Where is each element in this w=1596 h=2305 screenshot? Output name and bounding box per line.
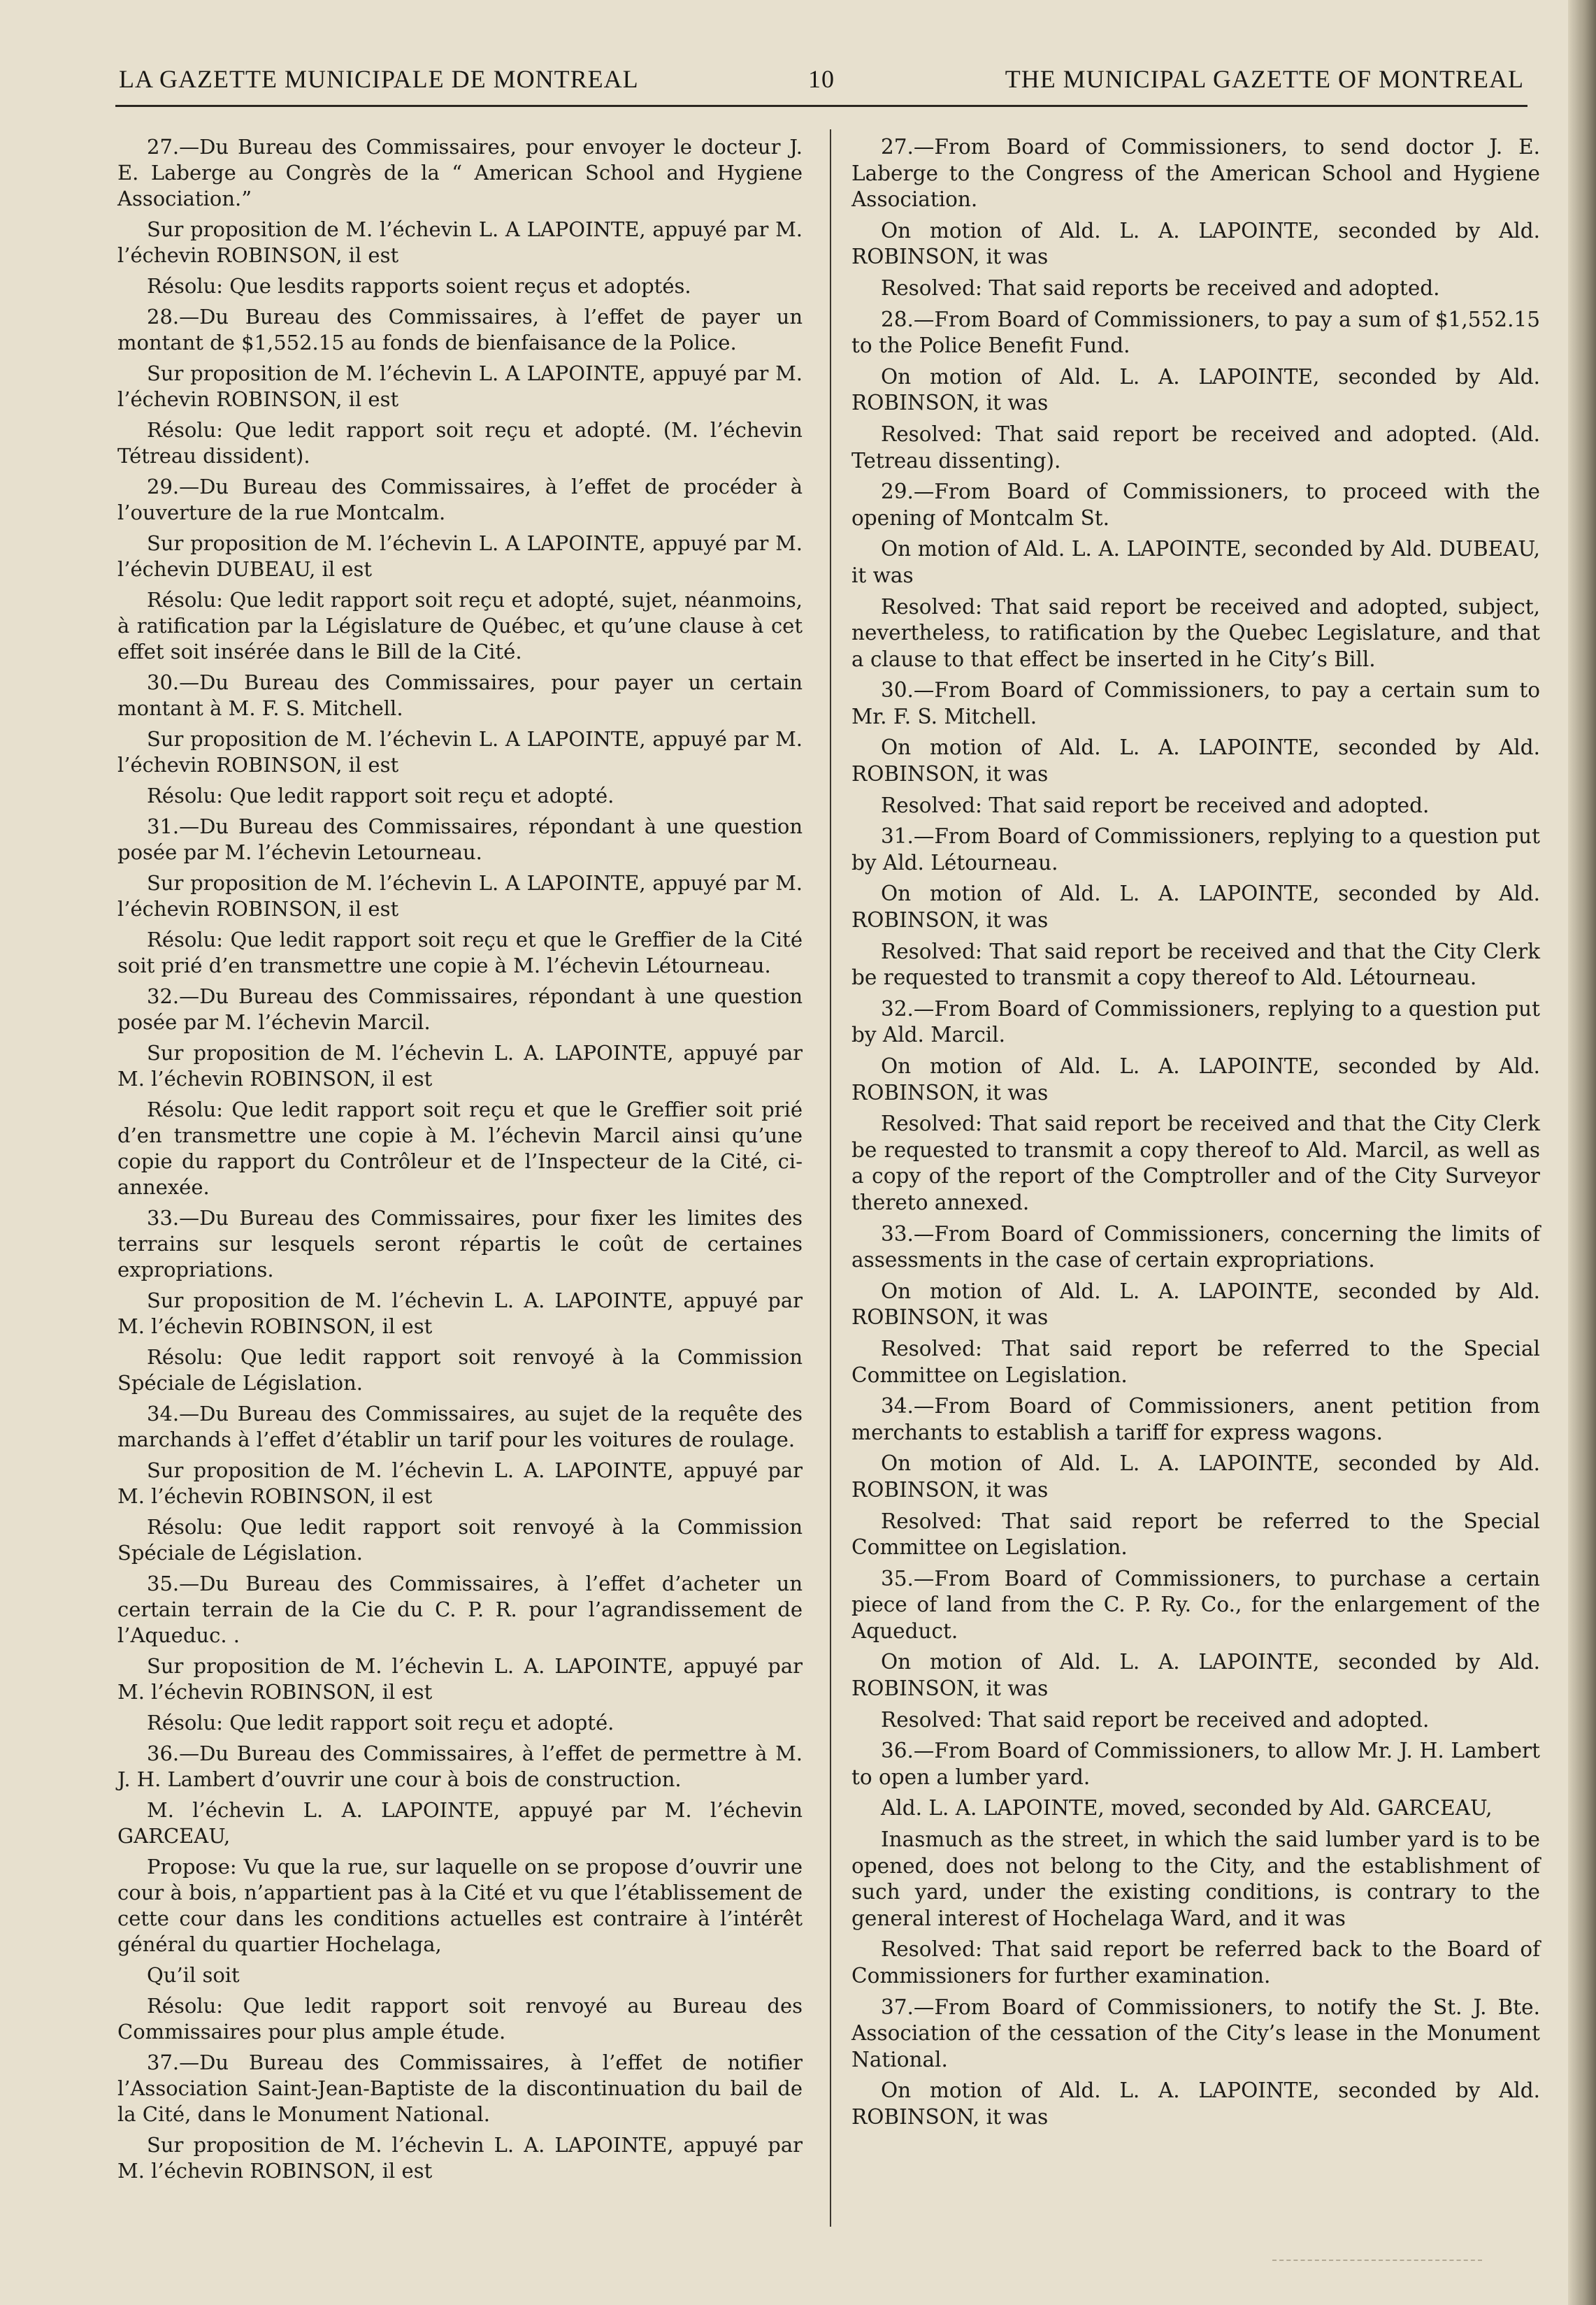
french-paragraph: 31.—Du Bureau des Commissaires, répondant à une question posée par M. l’échevin Letourneau. xyxy=(117,814,803,864)
french-paragraph: Résolu: Que lesdits rapports soient reçus et adoptés. xyxy=(147,274,691,298)
french-paragraph: 33.—Du Bureau des Commissaires, pour fixer les limites des terrains sur lesquels seront répartis le coût de certaines expropriations. xyxy=(117,1206,803,1281)
english-paragraph: Resolved: That said report be received and adopted. xyxy=(881,1707,1430,1732)
french-paragraph: Résolu: Que ledit rapport soit reçu et adopté. xyxy=(147,1711,614,1735)
english-paragraph: On motion of Ald. L. A. LAPOINTE, seconded by Ald. ROBINSON, it was xyxy=(851,1451,1540,1502)
french-paragraph: 28.—Du Bureau des Commissaires, à l’effet de payer un montant de $1,552.15 au fonds de bienfaisance de la Police. xyxy=(117,305,803,354)
french-paragraph: Sur proposition de M. l’échevin L. A LAPOINTE, appuyé par M. l’échevin ROBINSON, il est xyxy=(117,871,803,921)
english-paragraph: Ald. L. A. LAPOINTE, moved, seconded by Ald. GARCEAU, xyxy=(881,1796,1493,1821)
french-paragraph: Résolu: Que ledit rapport soit renvoyé à la Commission Spéciale de Législation. xyxy=(117,1345,803,1395)
english-paragraph: Inasmuch as the street, in which the said lumber yard is to be opened, does not belong to the City, and the establishment of such yard, under the existing conditions, is contrary to the general interest of Hochelaga Ward, and it was xyxy=(851,1828,1540,1930)
french-paragraph: Résolu: Que ledit rapport soit renvoyé au Bureau des Commissaires pour plus ample étude. xyxy=(117,1994,803,2044)
english-paragraph: 35.—From Board of Commissioners, to purchase a certain piece of land from the C. P. Ry. Co., for the enlargement of the Aqueduct. xyxy=(851,1566,1540,1643)
english-paragraph: 31.—From Board of Commissioners, replying to a question put by Ald. Létourneau. xyxy=(851,824,1540,875)
english-paragraph: On motion of Ald. L. A. LAPOINTE, seconded by Ald. ROBINSON, it was xyxy=(851,1054,1540,1105)
header-rule xyxy=(115,105,1527,107)
page-number: 10 xyxy=(808,65,835,93)
french-paragraph: Résolu: Que ledit rapport soit reçu et que le Greffier soit prié d’en transmettre une copie à M. l’échevin Marcil ainsi qu’une copie du rapport du Contrôleur et de l’Inspecteur de la Cité, ci-annexée. xyxy=(117,1098,803,1199)
french-paragraph: Sur proposition de M. l’échevin L. A LAPOINTE, appuyé par M. l’échevin ROBINSON, il est xyxy=(117,217,803,267)
bottom-decoration xyxy=(1272,2260,1482,2262)
english-paragraph: Resolved: That said report be referred to the Special Committee on Legislation. xyxy=(851,1336,1540,1387)
french-paragraph: 29.—Du Bureau des Commissaires, à l’effet de procéder à l’ouverture de la rue Montcalm. xyxy=(117,475,803,524)
french-column xyxy=(117,134,803,2189)
english-paragraph: On motion of Ald. L. A. LAPOINTE, seconded by Ald. ROBINSON, it was xyxy=(851,218,1540,269)
french-paragraph: Sur proposition de M. l’échevin L. A LAPOINTE, appuyé par M. l’échevin ROBINSON, il est xyxy=(117,727,803,777)
french-paragraph: 27.—Du Bureau des Commissaires, pour envoyer le docteur J. E. Laberge au Congrès de la “ American School and Hygiene Association.” xyxy=(117,135,803,210)
english-paragraph: On motion of Ald. L. A. LAPOINTE, seconded by Ald. ROBINSON, it was xyxy=(851,735,1540,787)
french-paragraph: 34.—Du Bureau des Commissaires, au sujet de la requête des marchands à l’effet d’établir un tarif pour les voitures de roulage. xyxy=(117,1402,803,1451)
english-paragraph: 29.—From Board of Commissioners, to proceed with the opening of Montcalm St. xyxy=(851,480,1540,530)
french-paragraph: 37.—Du Bureau des Commissaires, à l’effet de notifier l’Association Saint-Jean-Baptiste de la discontinuation du bail de la Cité, dans le Monument National. xyxy=(117,2051,803,2126)
header-english-title: THE MUNICIPAL GAZETTE OF MONTREAL xyxy=(1005,65,1524,93)
english-paragraph: Resolved: That said reports be received and adopted. xyxy=(881,275,1440,300)
english-paragraph: Resolved: That said report be received and adopted, subject, nevertheless, to ratification by the Quebec Legislature, and that a clause to that effect be inserted in he City’s Bill. xyxy=(851,594,1540,671)
french-paragraph: Sur proposition de M. l’échevin L. A. LAPOINTE, appuyé par M. l’échevin ROBINSON, il est xyxy=(117,1458,803,1508)
french-paragraph: 36.—Du Bureau des Commissaires, à l’effet de permettre à M. J. H. Lambert d’ouvrir une cour à bois de construction. xyxy=(117,1742,803,1791)
english-paragraph: On motion of Ald. L. A. LAPOINTE, seconded by Ald. DUBEAU, it was xyxy=(851,537,1540,587)
english-paragraph: 27.—From Board of Commissioners, to send doctor J. E. Laberge to the Congress of the American School and Hygiene Association. xyxy=(851,135,1540,212)
english-paragraph: Resolved: That said report be received and that the City Clerk be requested to transmit a copy thereof to Ald. Létourneau. xyxy=(851,939,1540,990)
french-paragraph: Qu’il soit xyxy=(147,1963,240,1987)
english-paragraph: On motion of Ald. L. A. LAPOINTE, seconded by Ald. ROBINSON, it was xyxy=(851,882,1540,933)
french-paragraph: Sur proposition de M. l’échevin L. A. LAPOINTE, appuyé par M. l’échevin ROBINSON, il est xyxy=(117,1654,803,1704)
english-paragraph: Resolved: That said report be referred back to the Board of Commissioners for further examination. xyxy=(851,1937,1540,1988)
english-paragraph: On motion of Ald. L. A. LAPOINTE, seconded by Ald. ROBINSON, it was xyxy=(851,2078,1540,2129)
french-paragraph: Sur proposition de M. l’échevin L. A. LAPOINTE, appuyé par M. l’échevin ROBINSON, il est xyxy=(117,1288,803,1338)
french-paragraph: Sur proposition de M. l’échevin L. A. LAPOINTE, appuyé par M. l’échevin ROBINSON, il est xyxy=(117,2133,803,2183)
french-paragraph: 32.—Du Bureau des Commissaires, répondant à une question posée par M. l’échevin Marcil. xyxy=(117,984,803,1034)
english-paragraph: 37.—From Board of Commissioners, to notify the St. J. Bte. Association of the cessation of the City’s lease in the Monument National. xyxy=(851,1995,1540,2071)
english-paragraph: 30.—From Board of Commissioners, to pay a certain sum to Mr. F. S. Mitchell. xyxy=(851,678,1540,728)
english-paragraph: Resolved: That said report be received and that the City Clerk be requested to transmit a copy thereof to Ald. Marcil, as well as a copy of the report of the Comptroller and of the City Surveyor thereto annexed. xyxy=(851,1112,1540,1214)
english-paragraph: 34.—From Board of Commissioners, anent petition from merchants to establish a tariff for express wagons. xyxy=(851,1394,1540,1444)
french-paragraph: 35.—Du Bureau des Commissaires, à l’effet d’acheter un certain terrain de la Cie du C. P. R. pour l’agrandissement de l’Aqueduc. . xyxy=(117,1572,803,1647)
column-divider xyxy=(830,129,831,2227)
english-paragraph: Resolved: That said report be received and adopted. xyxy=(881,793,1430,817)
english-paragraph: 28.—From Board of Commissioners, to pay a sum of $1,552.15 to the Police Benefit Fund. xyxy=(851,307,1540,358)
english-paragraph: 33.—From Board of Commissioners, concerning the limits of assessments in the case of certain expropriations. xyxy=(851,1221,1540,1272)
english-paragraph: Resolved: That said report be received and adopted. (Ald. Tetreau dissenting). xyxy=(851,422,1540,473)
french-paragraph: Résolu: Que ledit rapport soit renvoyé à la Commission Spéciale de Législation. xyxy=(117,1515,803,1565)
english-paragraph: 36.—From Board of Commissioners, to allow Mr. J. H. Lambert to open a lumber yard. xyxy=(851,1739,1540,1789)
french-paragraph: Résolu: Que ledit rapport soit reçu et adopté. (M. l’échevin Tétreau dissident). xyxy=(117,418,803,468)
header-french-title: LA GAZETTE MUNICIPALE DE MONTREAL xyxy=(119,65,639,93)
page-edge-shadow xyxy=(1568,0,1596,2305)
english-paragraph: 32.—From Board of Commissioners, replying to a question put by Ald. Marcil. xyxy=(851,996,1540,1047)
french-paragraph: Résolu: Que ledit rapport soit reçu et que le Greffier de la Cité soit prié d’en transmettre une copie à M. l’échevin Létourneau. xyxy=(117,928,803,977)
french-paragraph: M. l’échevin L. A. LAPOINTE, appuyé par M. l’échevin GARCEAU, xyxy=(117,1798,803,1848)
french-paragraph: Résolu: Que ledit rapport soit reçu et adopté, sujet, néanmoins, à ratification par la Législature de Québec, et qu’une clause à cet effet soit insérée dans le Bill de la Cité. xyxy=(117,588,803,663)
french-paragraph: 30.—Du Bureau des Commissaires, pour payer un certain montant à M. F. S. Mitchell. xyxy=(117,670,803,720)
french-paragraph: Sur proposition de M. l’échevin L. A. LAPOINTE, appuyé par M. l’échevin ROBINSON, il est xyxy=(117,1041,803,1091)
page-header xyxy=(119,64,1524,106)
english-paragraph: Resolved: That said report be referred to the Special Committee on Legislation. xyxy=(851,1509,1540,1560)
english-paragraph: On motion of Ald. L. A. LAPOINTE, seconded by Ald. ROBINSON, it was xyxy=(851,364,1540,415)
french-paragraph: Sur proposition de M. l’échevin L. A LAPOINTE, appuyé par M. l’échevin DUBEAU, il est xyxy=(117,531,803,581)
french-paragraph: Propose: Vu que la rue, sur laquelle on se propose d’ouvrir une cour à bois, n’appartient pas à la Cité et vu que l’établissement de cette cour dans les conditions actuelles est contraire à l’intérêt général du quartier Hochelaga, xyxy=(117,1855,803,1956)
french-paragraph: Résolu: Que ledit rapport soit reçu et adopté. xyxy=(147,784,614,807)
english-paragraph: On motion of Ald. L. A. LAPOINTE, seconded by Ald. ROBINSON, it was xyxy=(851,1279,1540,1330)
french-paragraph: Sur proposition de M. l’échevin L. A LAPOINTE, appuyé par M. l’échevin ROBINSON, il est xyxy=(117,361,803,411)
english-column xyxy=(851,134,1540,2136)
english-paragraph: On motion of Ald. L. A. LAPOINTE, seconded by Ald. ROBINSON, it was xyxy=(851,1650,1540,1701)
